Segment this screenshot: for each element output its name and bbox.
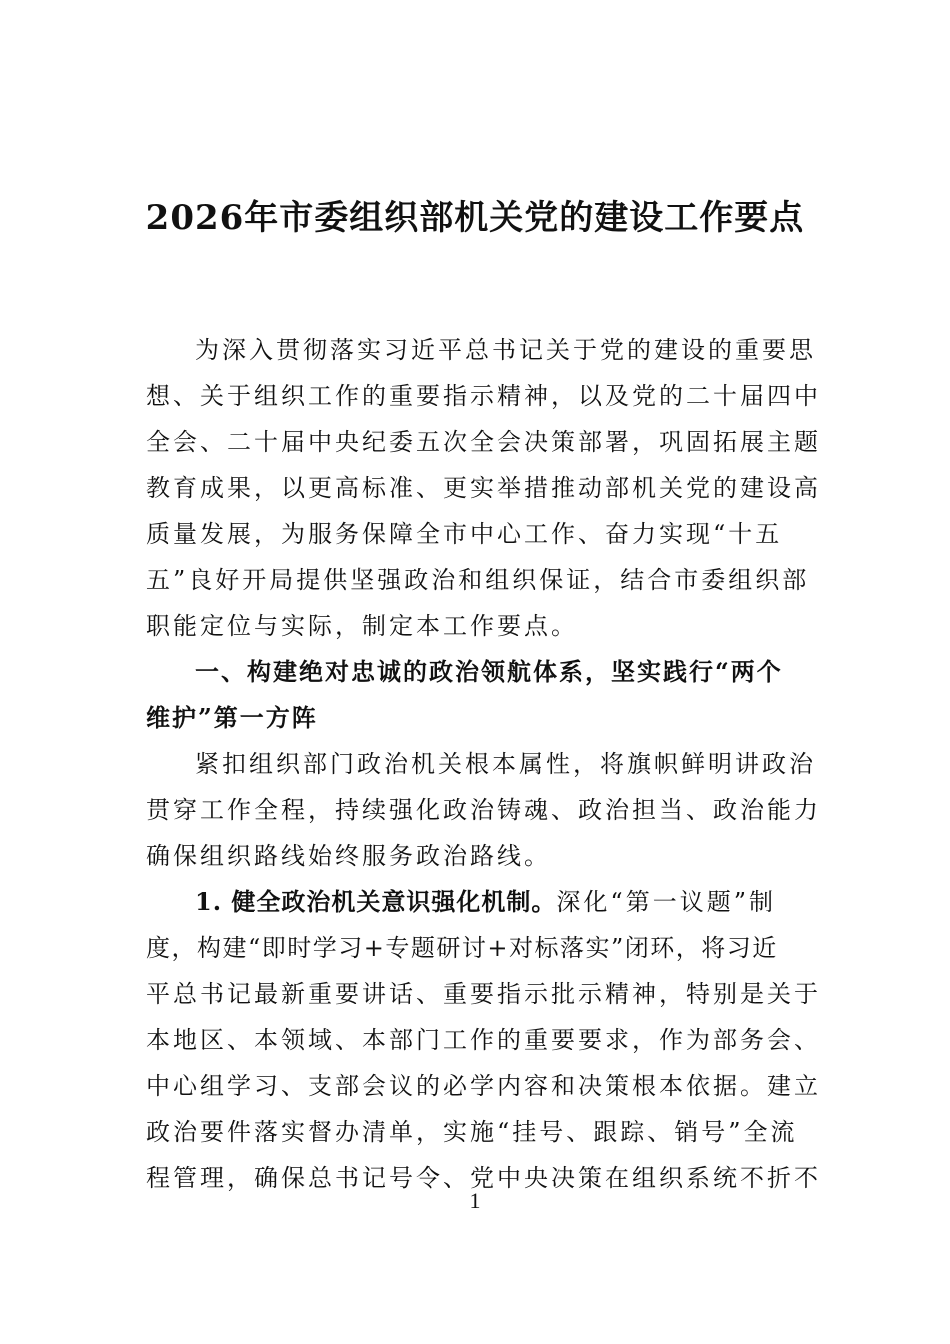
section1-body-line-2: 贯穿工作全程，持续强化政治铸魂、政治担当、政治能力 bbox=[146, 796, 821, 824]
item1-line-1-rest: 深化“第一议题”制 bbox=[556, 888, 776, 916]
intro-line-1: 为深入贯彻落实习近平总书记关于党的建设的重要思 bbox=[195, 336, 816, 364]
item1-line-2: 度，构建“即时学习+专题研讨+对标落实”闭环，将习近 bbox=[146, 934, 778, 962]
section1-body-line-1: 紧扣组织部门政治机关根本属性，将旗帜鲜明讲政治 bbox=[195, 750, 816, 778]
item1-bold-lead: 1. 健全政治机关意识强化机制。 bbox=[195, 887, 557, 916]
item1-line-3: 平总书记最新重要讲话、重要指示批示精神，特别是关于 bbox=[146, 980, 821, 1008]
intro-line-6: 五”良好开局提供坚强政治和组织保证，结合市委组织部 bbox=[146, 566, 810, 594]
item1-line-7: 程管理，确保总书记号令、党中央决策在组织系统不折不 bbox=[146, 1164, 821, 1192]
section1-body-line-3: 确保组织路线始终服务政治路线。 bbox=[146, 842, 551, 870]
intro-line-5: 质量发展，为服务保障全市中心工作、奋力实现“十五 bbox=[146, 520, 783, 548]
item1-line-5: 中心组学习、支部会议的必学内容和决策根本依据。建立 bbox=[146, 1072, 821, 1100]
item1-line-1 bbox=[195, 886, 776, 918]
intro-line-7: 职能定位与实际，制定本工作要点。 bbox=[146, 612, 578, 640]
section1-heading-line-2: 维护”第一方阵 bbox=[146, 703, 318, 732]
item1-line-6: 政治要件落实督办清单，实施“挂号、跟踪、销号”全流 bbox=[146, 1118, 798, 1146]
section1-heading-line-1: 一、构建绝对忠诚的政治领航体系，坚实践行“两个 bbox=[195, 657, 783, 686]
intro-line-2: 想、关于组织工作的重要指示精神，以及党的二十届四中 bbox=[146, 382, 821, 410]
page-number: 1 bbox=[469, 1188, 481, 1213]
item1-line-4: 本地区、本领域、本部门工作的重要要求，作为部务会、 bbox=[146, 1026, 821, 1054]
intro-line-4: 教育成果，以更高标准、更实举措推动部机关党的建设高 bbox=[146, 474, 821, 502]
intro-line-3: 全会、二十届中央纪委五次全会决策部署，巩固拓展主题 bbox=[146, 428, 821, 456]
document-title: 2026年市委组织部机关党的建设工作要点 bbox=[145, 198, 805, 238]
